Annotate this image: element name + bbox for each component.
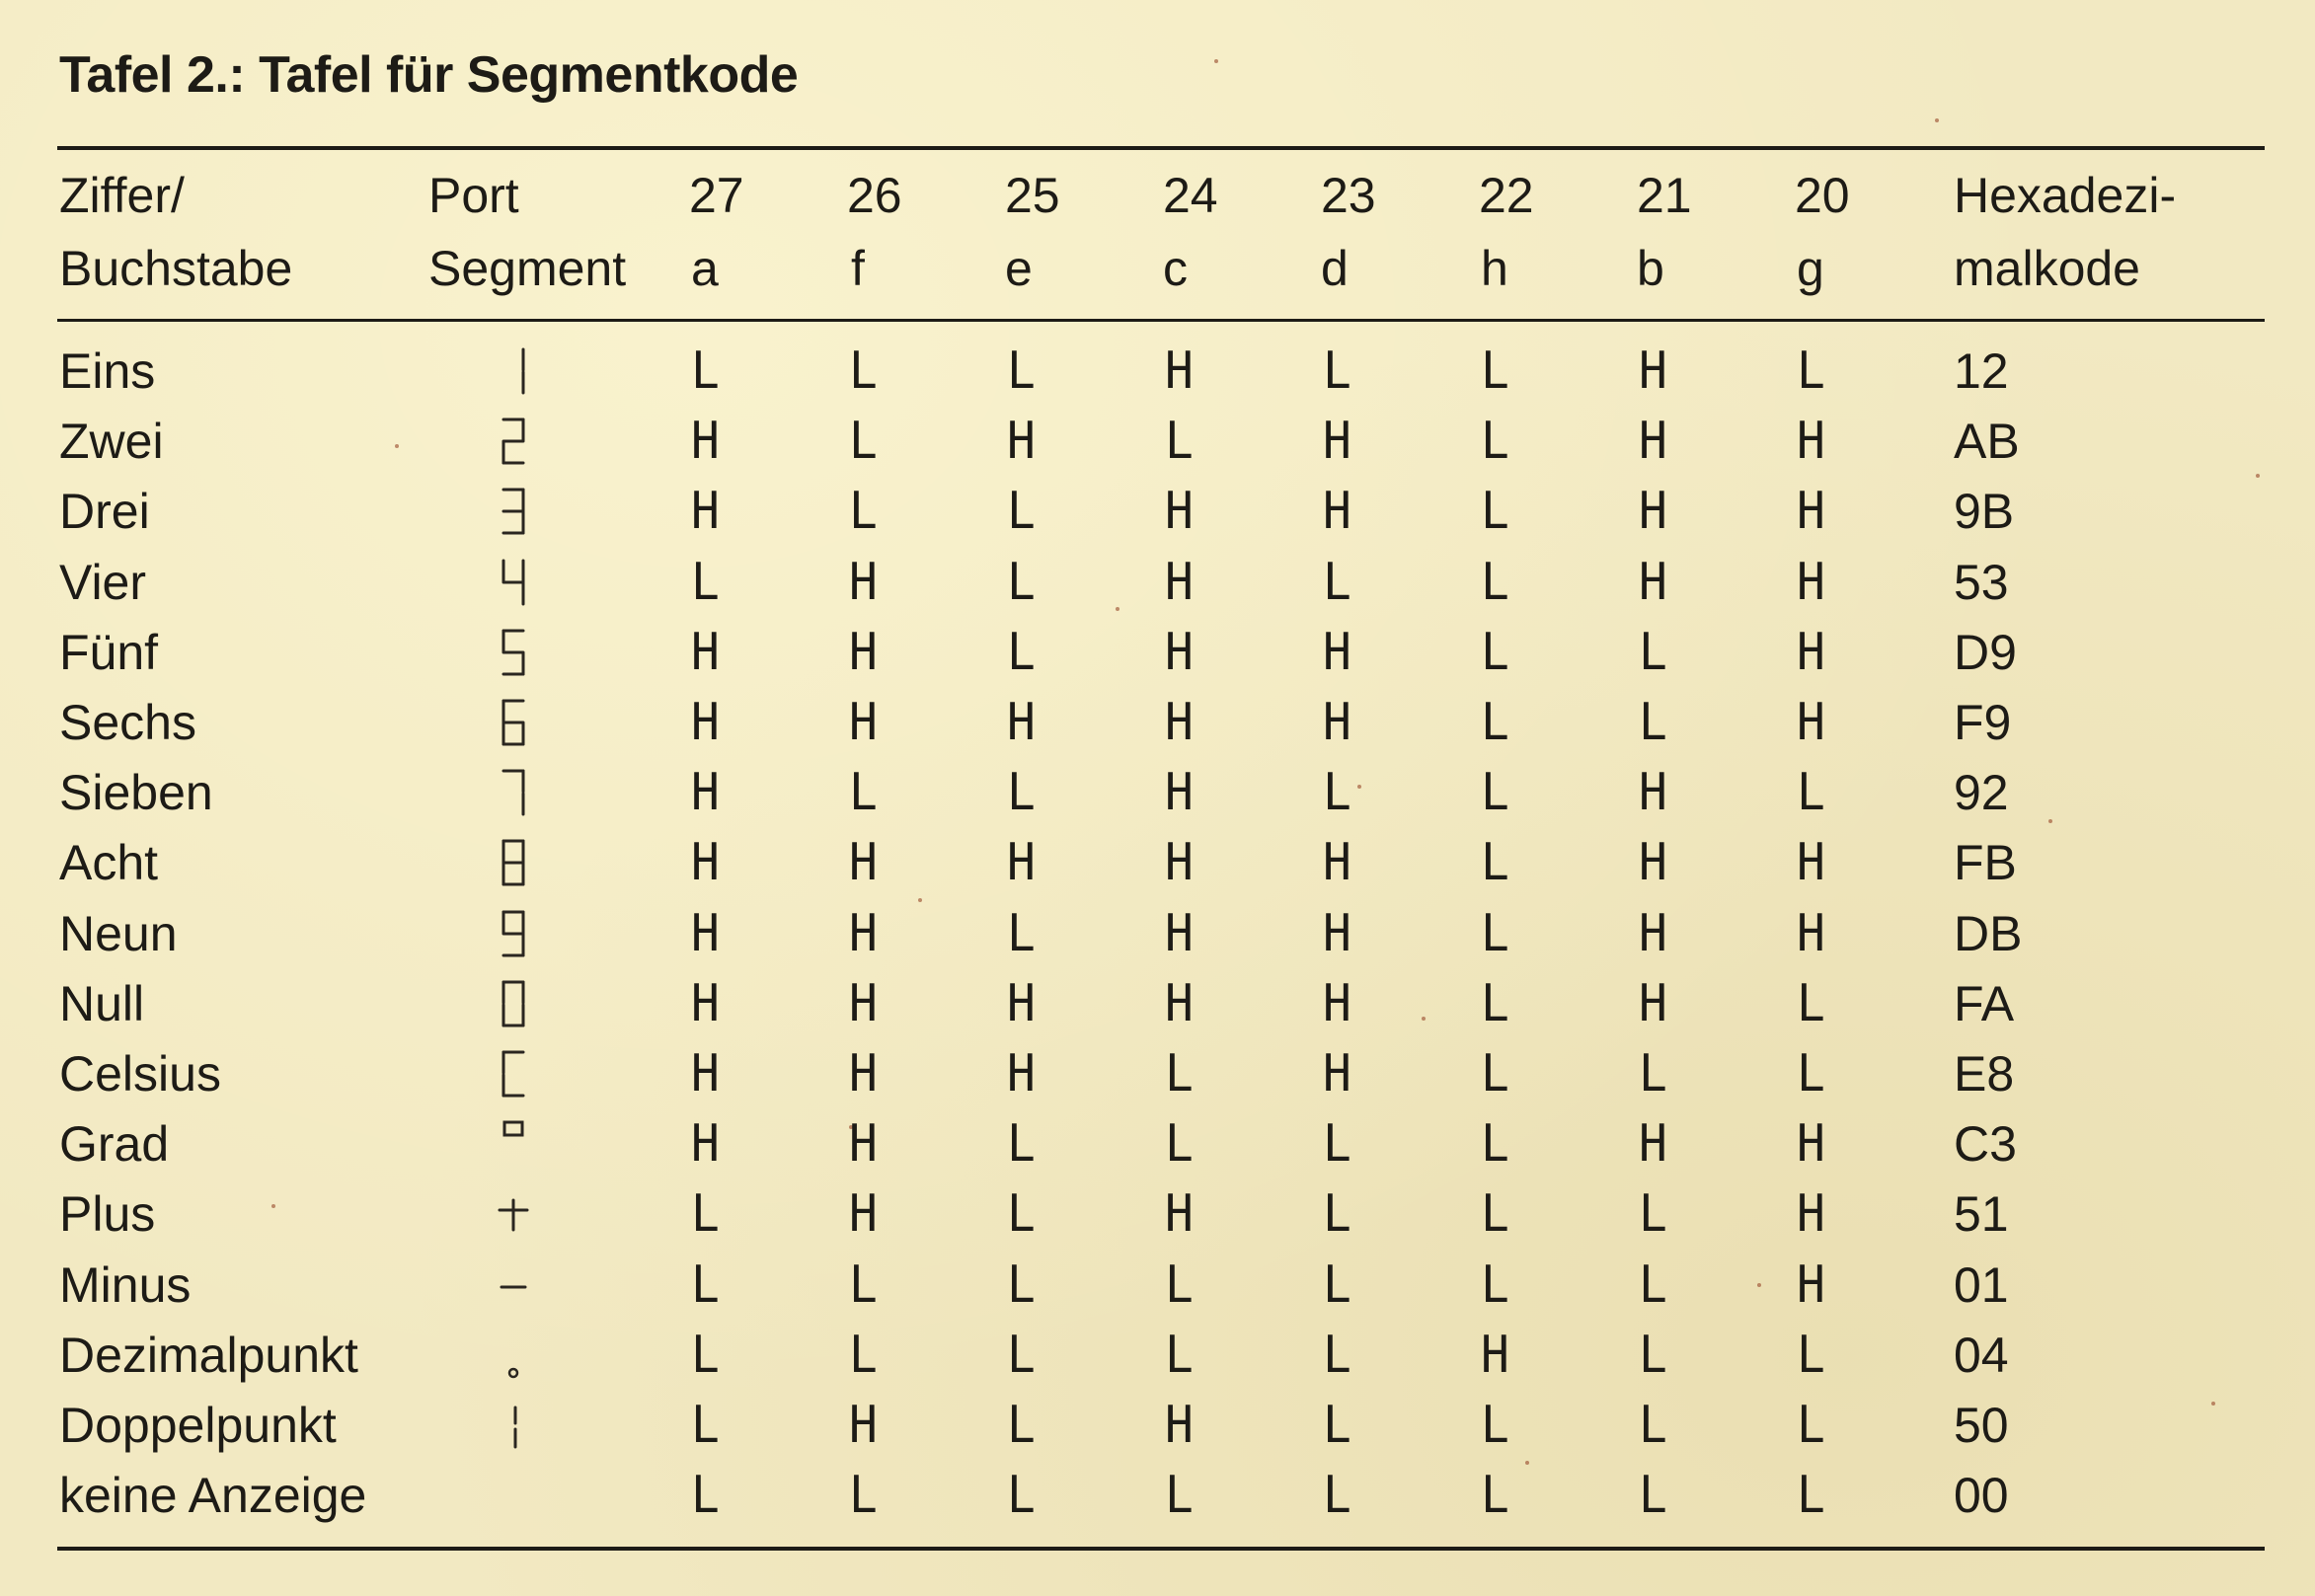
bit-g: L: [1797, 973, 1825, 1033]
hex-code: 92: [1954, 765, 2009, 821]
digit-1-segment-glyph: [494, 343, 533, 399]
bit-h: L: [1481, 552, 1509, 612]
bit-g: H: [1797, 552, 1825, 612]
hex-code: D9: [1954, 624, 2017, 680]
hex-code: 51: [1954, 1186, 2009, 1243]
bit-f: L: [849, 412, 878, 472]
row-label: Plus: [59, 1186, 156, 1243]
bit-g: L: [1797, 1396, 1825, 1455]
bit-c: H: [1165, 1184, 1194, 1245]
decimal-point-segment-glyph: [494, 1328, 533, 1383]
bit-h: L: [1481, 1396, 1509, 1455]
bit-a: L: [691, 552, 720, 612]
bit-g: H: [1797, 693, 1825, 752]
row-label: Null: [59, 975, 145, 1031]
bit-d: L: [1323, 342, 1351, 401]
bit-g: H: [1797, 1114, 1825, 1175]
bit-b: H: [1639, 1114, 1667, 1175]
bit-c: H: [1165, 833, 1194, 893]
bit-a: L: [691, 1254, 720, 1315]
hex-code: E8: [1954, 1046, 2015, 1102]
bit-c: H: [1165, 482, 1194, 542]
hex-code: FB: [1954, 835, 2017, 891]
header-port-23: 23: [1321, 168, 1376, 223]
bit-c: L: [1165, 1044, 1194, 1103]
bit-e: L: [1007, 1466, 1036, 1526]
bit-e: L: [1007, 482, 1036, 542]
digit-5-segment-glyph: [494, 625, 533, 680]
row-label: Dezimalpunkt: [59, 1327, 358, 1383]
paper-speck: [1422, 1017, 1426, 1021]
header-port: Port: [428, 168, 519, 223]
bit-b: L: [1639, 1396, 1667, 1455]
bit-c: H: [1165, 763, 1194, 823]
header-segment-g: g: [1797, 241, 1824, 296]
bit-a: H: [691, 693, 720, 752]
bit-g: L: [1797, 1466, 1825, 1526]
paper-speck: [1214, 59, 1218, 63]
paper-speck: [395, 444, 399, 448]
bit-e: L: [1007, 1325, 1036, 1385]
header-buchstabe: Buchstabe: [59, 241, 293, 296]
header-port-20: 20: [1795, 168, 1850, 223]
header-segment-c: c: [1163, 241, 1188, 296]
header-port-27: 27: [689, 168, 744, 223]
minus-segment-glyph: [494, 1257, 533, 1313]
bit-a: H: [691, 622, 720, 682]
bit-e: L: [1007, 342, 1036, 401]
row-label: keine Anzeige: [59, 1468, 367, 1524]
bit-c: L: [1165, 1254, 1194, 1315]
bit-d: L: [1323, 1466, 1351, 1526]
digit-4-segment-glyph: [494, 555, 533, 610]
bit-h: L: [1481, 1254, 1509, 1315]
bit-g: H: [1797, 482, 1825, 542]
bit-a: H: [691, 903, 720, 963]
bit-f: H: [849, 973, 878, 1033]
bit-f: L: [849, 1325, 878, 1385]
bit-d: H: [1323, 903, 1351, 963]
plus-segment-glyph: [494, 1186, 533, 1242]
bit-f: H: [849, 903, 878, 963]
bit-e: H: [1007, 412, 1036, 472]
bit-e: H: [1007, 693, 1036, 752]
hex-code: 12: [1954, 343, 2009, 399]
bit-f: H: [849, 833, 878, 893]
bit-e: H: [1007, 973, 1036, 1033]
bit-g: H: [1797, 903, 1825, 963]
bit-c: H: [1165, 622, 1194, 682]
bit-e: L: [1007, 763, 1036, 823]
bottom-rule: [57, 1547, 2265, 1551]
row-label: Drei: [59, 484, 150, 540]
row-label: Sieben: [59, 765, 213, 821]
bit-f: H: [849, 1184, 878, 1245]
bit-b: L: [1639, 1044, 1667, 1103]
hex-code: FA: [1954, 975, 2015, 1031]
row-label: Neun: [59, 905, 178, 961]
bit-d: L: [1323, 1325, 1351, 1385]
bit-e: L: [1007, 552, 1036, 612]
header-port-24: 24: [1163, 168, 1218, 223]
bit-d: L: [1323, 1254, 1351, 1315]
hex-code: 53: [1954, 554, 2009, 610]
bit-b: L: [1639, 1466, 1667, 1526]
hex-code: 50: [1954, 1398, 2009, 1453]
row-label: Celsius: [59, 1046, 221, 1102]
bit-g: H: [1797, 412, 1825, 472]
blank-segment-glyph: [494, 1468, 533, 1523]
hex-code: 9B: [1954, 484, 2015, 540]
bit-g: H: [1797, 1254, 1825, 1315]
paper-speck: [2211, 1402, 2215, 1406]
bit-b: H: [1639, 973, 1667, 1033]
bit-b: L: [1639, 1325, 1667, 1385]
digit-2-segment-glyph: [494, 414, 533, 469]
bit-e: L: [1007, 622, 1036, 682]
hex-code: 00: [1954, 1468, 2009, 1524]
bit-d: L: [1323, 1184, 1351, 1245]
bit-d: L: [1323, 1396, 1351, 1455]
bit-a: H: [691, 763, 720, 823]
bit-a: L: [691, 1396, 720, 1455]
bit-e: L: [1007, 1254, 1036, 1315]
bit-b: L: [1639, 622, 1667, 682]
bit-a: H: [691, 973, 720, 1033]
row-label: Minus: [59, 1256, 192, 1313]
bit-h: L: [1481, 903, 1509, 963]
digit-7-segment-glyph: [494, 765, 533, 820]
row-label: Grad: [59, 1116, 170, 1173]
bit-c: L: [1165, 1466, 1194, 1526]
bit-a: H: [691, 412, 720, 472]
header-segment-e: e: [1005, 241, 1033, 296]
bit-a: H: [691, 1044, 720, 1103]
bit-c: H: [1165, 973, 1194, 1033]
paper-speck: [1116, 607, 1119, 611]
bit-b: H: [1639, 833, 1667, 893]
bit-f: L: [849, 342, 878, 401]
bit-a: L: [691, 1325, 720, 1385]
bit-b: L: [1639, 1254, 1667, 1315]
paper-speck: [2256, 474, 2260, 478]
colon-segment-glyph: [494, 1398, 533, 1453]
bit-c: H: [1165, 903, 1194, 963]
paper-speck: [918, 898, 922, 902]
bit-h: L: [1481, 833, 1509, 893]
row-label: Vier: [59, 554, 147, 610]
bit-f: L: [849, 763, 878, 823]
paper-speck: [1357, 785, 1361, 789]
bit-h: L: [1481, 622, 1509, 682]
header-segment-f: f: [851, 241, 865, 296]
bit-e: L: [1007, 903, 1036, 963]
header-segment-b: b: [1637, 241, 1664, 296]
paper-speck: [1935, 118, 1939, 122]
top-rule: [57, 146, 2265, 150]
bit-a: L: [691, 342, 720, 401]
digit-6-segment-glyph: [494, 695, 533, 750]
paper-speck: [1757, 1283, 1761, 1287]
bit-b: L: [1639, 1184, 1667, 1245]
bit-g: H: [1797, 833, 1825, 893]
bit-e: L: [1007, 1114, 1036, 1175]
bit-c: H: [1165, 342, 1194, 401]
bit-h: L: [1481, 1114, 1509, 1175]
bit-h: L: [1481, 1044, 1509, 1103]
row-label: Acht: [59, 835, 159, 891]
bit-f: H: [849, 1114, 878, 1175]
bit-f: H: [849, 622, 878, 682]
header-segment-h: h: [1481, 241, 1508, 296]
hex-code: DB: [1954, 905, 2023, 961]
bit-f: H: [849, 693, 878, 752]
table-title: Tafel 2.: Tafel für Segmentkode: [59, 46, 799, 104]
header-rule: [57, 319, 2265, 322]
hex-code: 04: [1954, 1327, 2009, 1383]
bit-d: H: [1323, 622, 1351, 682]
bit-d: H: [1323, 412, 1351, 472]
bit-h: L: [1481, 693, 1509, 752]
bit-d: L: [1323, 552, 1351, 612]
bit-h: L: [1481, 412, 1509, 472]
bit-h: L: [1481, 973, 1509, 1033]
bit-a: L: [691, 1466, 720, 1526]
bit-b: H: [1639, 552, 1667, 612]
header-hexadezi: Hexadezi-: [1954, 168, 2177, 223]
bit-d: L: [1323, 1114, 1351, 1175]
bit-h: L: [1481, 342, 1509, 401]
bit-c: L: [1165, 412, 1194, 472]
bit-c: L: [1165, 1325, 1194, 1385]
bit-h: H: [1481, 1325, 1509, 1385]
bit-d: H: [1323, 833, 1351, 893]
bit-b: H: [1639, 903, 1667, 963]
header-segment: Segment: [428, 241, 627, 296]
bit-f: L: [849, 482, 878, 542]
row-label: Zwei: [59, 414, 164, 470]
bit-b: H: [1639, 763, 1667, 823]
bit-e: H: [1007, 833, 1036, 893]
header-malkode: malkode: [1954, 241, 2140, 296]
bit-b: H: [1639, 412, 1667, 472]
degree-segment-glyph: [494, 1116, 533, 1172]
bit-d: H: [1323, 973, 1351, 1033]
bit-h: L: [1481, 1184, 1509, 1245]
bit-f: L: [849, 1254, 878, 1315]
bit-c: L: [1165, 1114, 1194, 1175]
bit-g: L: [1797, 1044, 1825, 1103]
header-segment-a: a: [691, 241, 719, 296]
digit-9-segment-glyph: [494, 906, 533, 961]
paper-speck: [1525, 1461, 1529, 1465]
bit-d: H: [1323, 1044, 1351, 1103]
paper-speck: [2048, 819, 2052, 823]
header-ziffer: Ziffer/: [59, 168, 185, 223]
bit-g: H: [1797, 1184, 1825, 1245]
digit-3-segment-glyph: [494, 484, 533, 539]
header-port-26: 26: [847, 168, 902, 223]
row-label: Fünf: [59, 624, 159, 680]
hex-code: AB: [1954, 414, 2020, 470]
bit-a: L: [691, 1184, 720, 1245]
row-label: Doppelpunkt: [59, 1398, 337, 1453]
letter-c-segment-glyph: [494, 1046, 533, 1102]
bit-a: H: [691, 833, 720, 893]
bit-h: L: [1481, 482, 1509, 542]
row-label: Eins: [59, 343, 156, 399]
bit-e: L: [1007, 1396, 1036, 1455]
bit-b: H: [1639, 342, 1667, 401]
header-port-25: 25: [1005, 168, 1060, 223]
bit-f: H: [849, 1044, 878, 1103]
header-port-22: 22: [1479, 168, 1534, 223]
bit-c: H: [1165, 693, 1194, 752]
hex-code: F9: [1954, 695, 2012, 750]
bit-d: H: [1323, 482, 1351, 542]
bit-f: L: [849, 1466, 878, 1526]
paper-speck: [271, 1204, 275, 1208]
header-segment-d: d: [1321, 241, 1349, 296]
bit-b: H: [1639, 482, 1667, 542]
digit-8-segment-glyph: [494, 835, 533, 890]
bit-d: L: [1323, 763, 1351, 823]
bit-g: H: [1797, 622, 1825, 682]
bit-f: H: [849, 1396, 878, 1455]
hex-code: C3: [1954, 1116, 2017, 1173]
bit-d: H: [1323, 693, 1351, 752]
bit-f: H: [849, 552, 878, 612]
bit-e: H: [1007, 1044, 1036, 1103]
hex-code: 01: [1954, 1256, 2009, 1313]
bit-a: H: [691, 482, 720, 542]
bit-e: L: [1007, 1184, 1036, 1245]
digit-0-segment-glyph: [494, 976, 533, 1031]
bit-h: L: [1481, 763, 1509, 823]
row-label: Sechs: [59, 695, 196, 750]
header-port-21: 21: [1637, 168, 1692, 223]
bit-g: L: [1797, 763, 1825, 823]
bit-g: L: [1797, 1325, 1825, 1385]
bit-c: H: [1165, 1396, 1194, 1455]
bit-c: H: [1165, 552, 1194, 612]
bit-b: L: [1639, 693, 1667, 752]
bit-a: H: [691, 1114, 720, 1175]
bit-h: L: [1481, 1466, 1509, 1526]
bit-g: L: [1797, 342, 1825, 401]
